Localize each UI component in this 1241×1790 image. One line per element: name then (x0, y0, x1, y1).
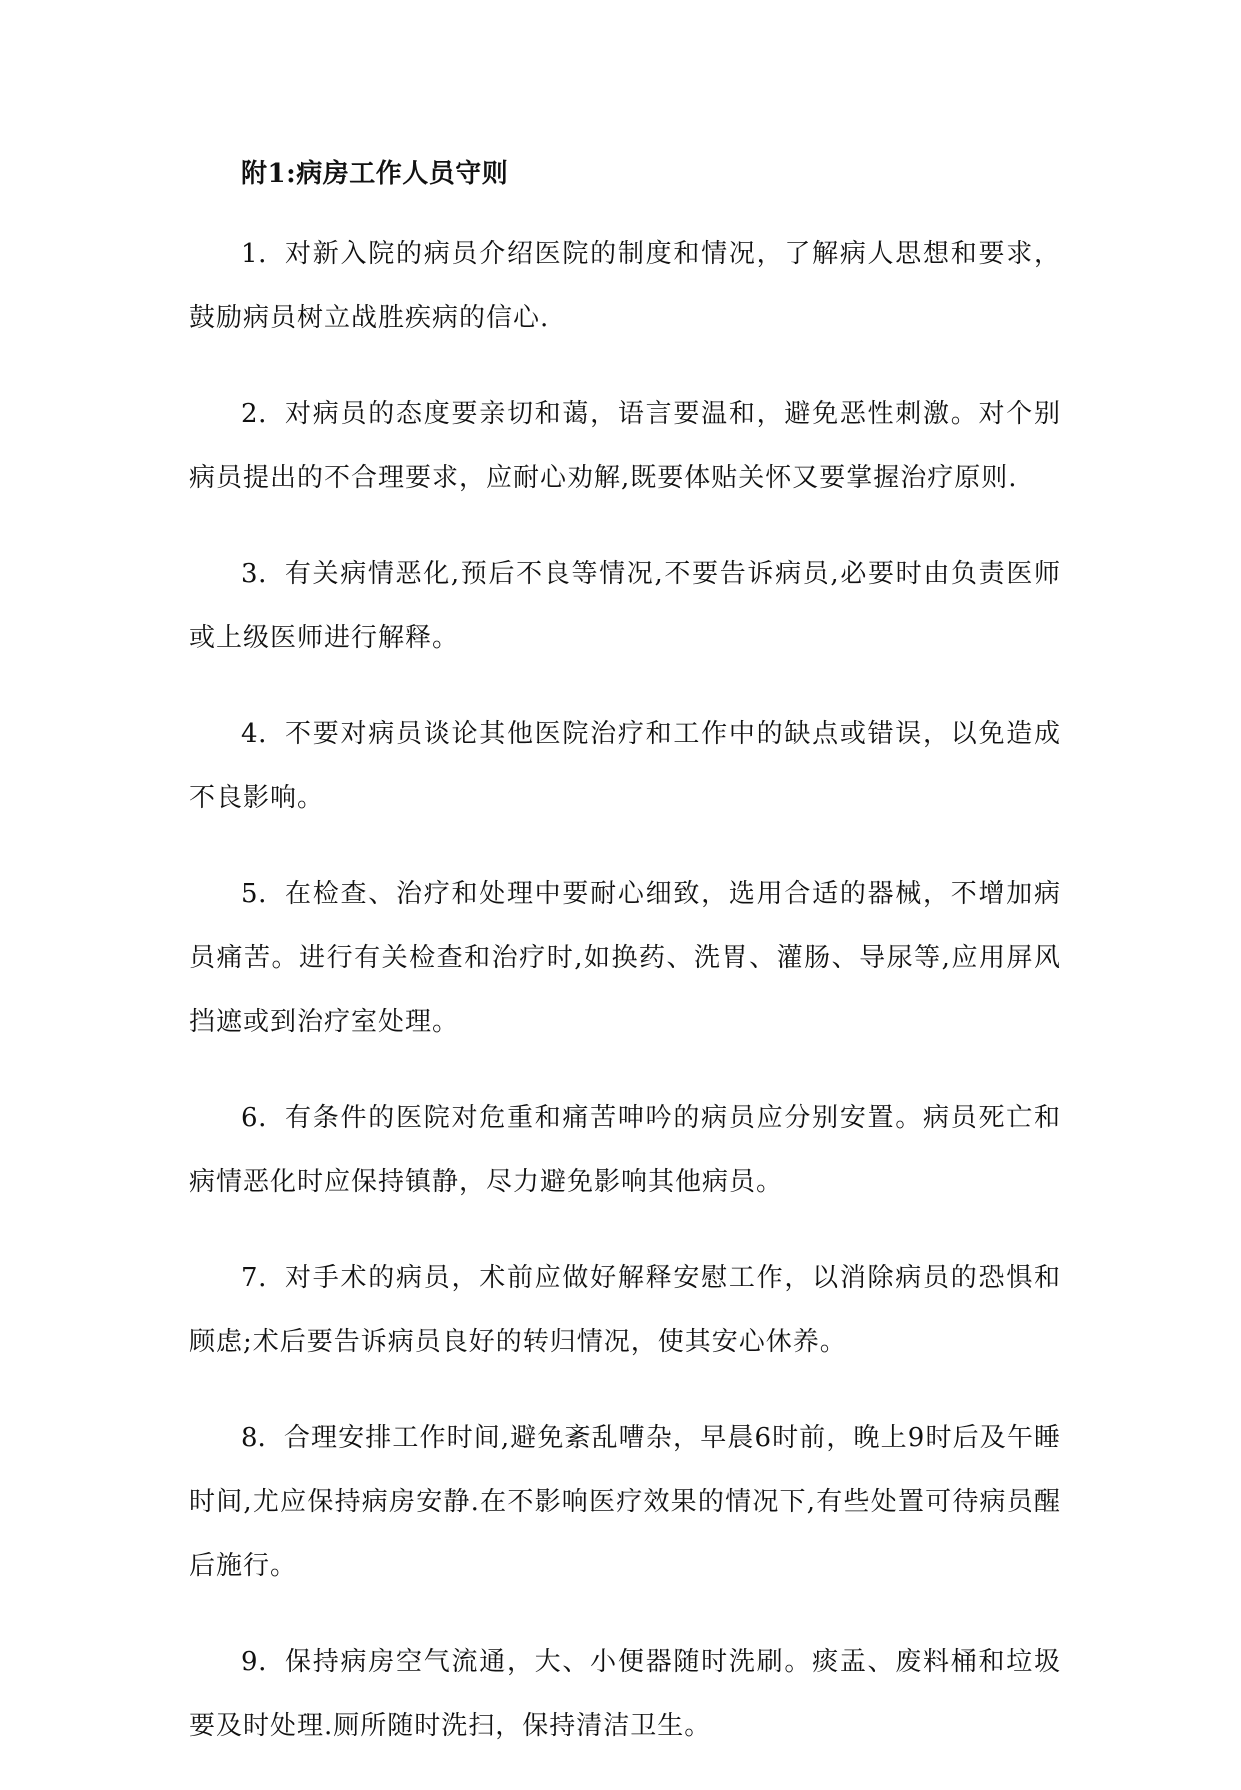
clause-2 (189, 382, 1061, 510)
clause-number: 5． (241, 879, 286, 909)
clause-number: 3． (241, 559, 285, 589)
clause-number: 8． (241, 1423, 284, 1453)
clause-6 (189, 1086, 1061, 1214)
clause-text: 对病员的态度要亲切和蔼，语言要温和，避免恶性刺激。对个别病员提出的不合理要求，应耐心劝解,既要体贴关怀又要掌握治疗原则. (189, 399, 1061, 493)
clause-number: 7． (241, 1263, 286, 1293)
clause-4 (189, 702, 1061, 830)
clause-number: 1． (241, 239, 286, 269)
clause-8 (189, 1406, 1061, 1598)
clause-text: 合理安排工作时间,避免紊乱嘈杂，早晨6时前，晚上9时后及午睡时间,尤应保持病房安静.在不影响医疗效果的情况下,有些处置可待病员醒后施行。 (189, 1423, 1061, 1581)
document-body (189, 158, 1061, 1790)
clause-1 (189, 222, 1061, 350)
clause-text: 保持病房空气流通，大、小便器随时洗刷。痰盂、废料桶和垃圾要及时处理.厕所随时洗扫，保持清洁卫生。 (189, 1647, 1061, 1741)
clause-number: 2． (241, 399, 286, 429)
clause-3 (189, 542, 1061, 670)
clause-text: 在检查、治疗和处理中要耐心细致，选用合适的器械，不增加病员痛苦。进行有关检查和治疗时,如换药、洗胃、灌肠、导尿等,应用屏风挡遮或到治疗室处理。 (189, 879, 1061, 1037)
clause-text: 有条件的医院对危重和痛苦呻吟的病员应分别安置。病员死亡和病情恶化时应保持镇静，尽力避免影响其他病员。 (189, 1103, 1061, 1197)
clause-number: 9． (241, 1647, 286, 1677)
clause-text: 不要对病员谈论其他医院治疗和工作中的缺点或错误，以免造成不良影响。 (189, 719, 1061, 813)
clause-number: 6． (241, 1103, 286, 1133)
document-title: 附1:病房工作人员守则 (241, 159, 509, 189)
clause-7 (189, 1246, 1061, 1374)
clause-text: 有关病情恶化,预后不良等情况,不要告诉病员,必要时由负责医师或上级医师进行解释。 (189, 559, 1061, 653)
clause-5 (189, 862, 1061, 1054)
clause-text: 对新入院的病员介绍医院的制度和情况，了解病人思想和要求，鼓励病员树立战胜疾病的信心. (189, 239, 1061, 333)
clause-text: 对手术的病员，术前应做好解释安慰工作，以消除病员的恐惧和顾虑;术后要告诉病员良好的转归情况，使其安心休养。 (189, 1263, 1061, 1357)
clause-9 (189, 1630, 1061, 1758)
clause-number: 4． (241, 719, 286, 749)
